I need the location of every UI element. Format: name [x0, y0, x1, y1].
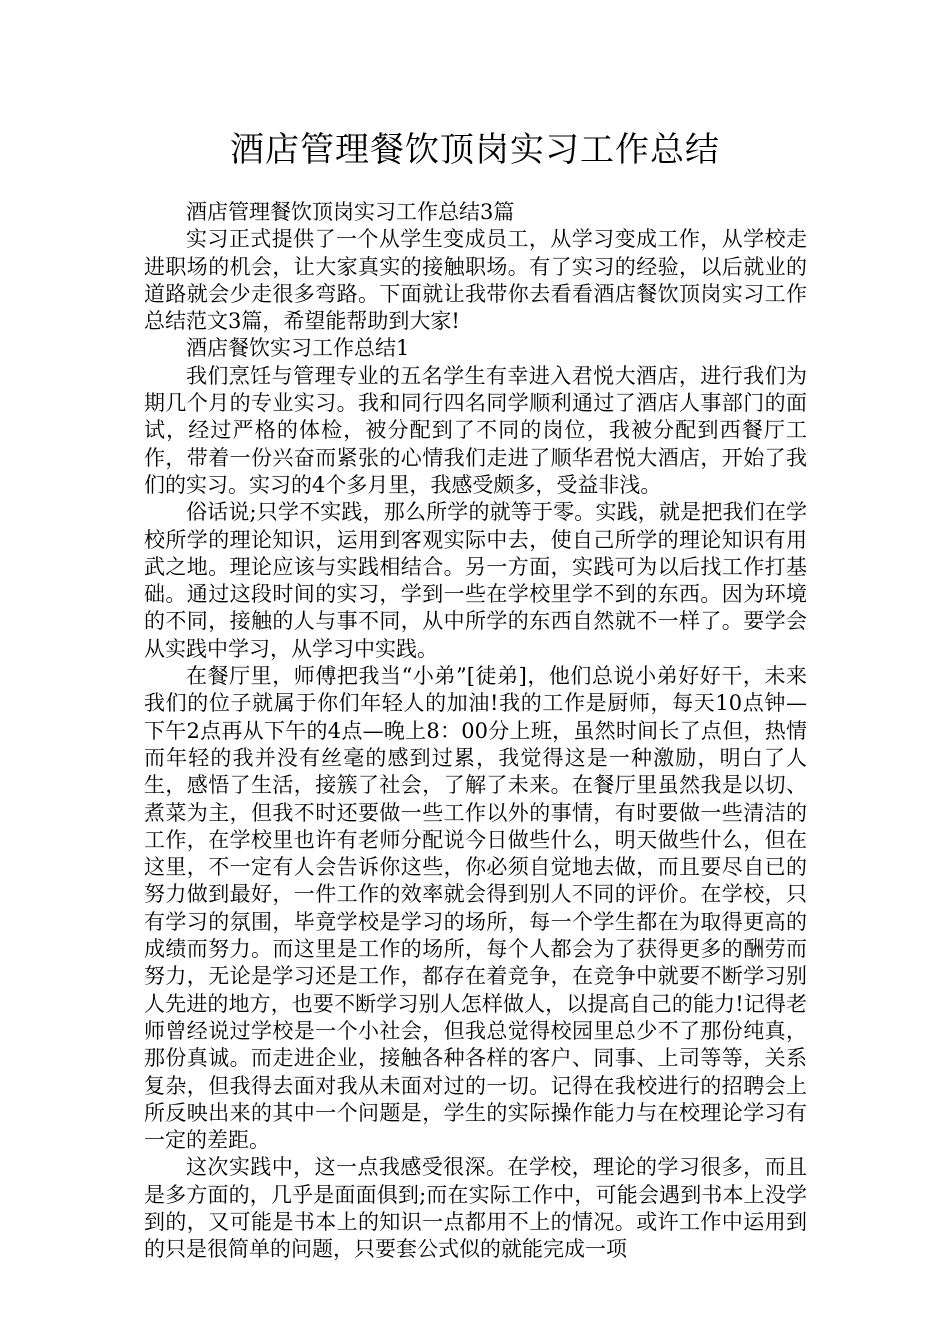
- body-paragraph: 在餐厅里，师傅把我当“小弟”[徒弟]，他们总说小弟好好干，未来我们的位子就属于你们年轻人的加油!我的工作是厨师，每天10点钟—下午2点再从下午的4点—晚上8：00分上班，虽然时间长了点但，热情而年轻的我并没有丝毫的感到过累，我觉得这是一种激励，明白了人生，感悟了生活，接簇了社会，了解了未来。在餐厅里虽然我是以切、煮菜为主，但我不时还要做一些工作以外的事情，有时要做一些清洁的工作，在学校里也许有老师分配说今日做些什么，明天做些什么，但在这里，不一定有人会告诉你这些，你必须自觉地去做，而且要尽自已的努力做到最好，一件工作的效率就会得到别人不同的评价。在学校，只有学习的氛围，毕竟学校是学习的场所，每一个学生都在为取得更高的成绩而努力。而这里是工作的场所，每个人都会为了获得更多的酬劳而努力，无论是学习还是工作，都存在着竞争，在竞争中就要不断学习别人先进的地方，也要不断学习别人怎样做人，以提高自己的能力!记得老师曾经说过学校是一个小社会，但我总觉得校园里总少不了那份纯真，那份真诚。而走进企业，接触各种各样的客户、同事、上司等等，关系复杂，但我得去面对我从未面对过的一切。记得在我校进行的招聘会上所反映出来的其中一个问题是，学生的实际操作能力与在校理论学习有一定的差距。: [144, 664, 807, 1153]
- body-paragraph: 我们烹饪与管理专业的五名学生有幸进入君悦大酒店，进行我们为期几个月的专业实习。我和同行四名同学顺利通过了酒店人事部门的面试，经过严格的体检，被分配到了不同的岗位，我被分配到西餐厅工作，带着一份兴奋而紧张的心情我们走进了顺华君悦大酒店，开始了我们的实习。实习的4个多月里，我感受颇多，受益非浅。: [144, 363, 807, 497]
- subtitle-paragraph: 酒店管理餐饮顶岗实习工作总结3篇: [186, 200, 515, 224]
- intro-paragraph: 实习正式提供了一个从学生变成员工，从学习变成工作，从学校走进职场的机会，让大家真实的接触职场。有了实习的经验，以后就业的道路就会少走很多弯路。下面就让我带你去看看酒店餐饮顶岗实习工作总结范文3篇，希望能帮助到大家!: [144, 227, 807, 334]
- body-paragraph: 俗话说;只学不实践，那么所学的就等于零。实践，就是把我们在学校所学的理论知识，运用到客观实际中去，使自己所学的理论知识有用武之地。理论应该与实践相结合。另一方面，实践可为以后找工作打基础。通过这段时间的实习，学到一些在学校里学不到的东西。因为环境的不同，接触的人与事不同，从中所学的东西自然就不一样了。要学会从实践中学习，从学习中实践。: [144, 500, 807, 661]
- body-paragraph: 这次实践中，这一点我感受很深。在学校，理论的学习很多，而且是多方面的，几乎是面面俱到;而在实际工作中，可能会遇到书本上没学到的，又可能是书本上的知识一点都用不上的情况。或许工作中运用到的只是很简单的问题，只要套公式似的就能完成一项: [144, 1155, 807, 1262]
- document-body: [144, 199, 807, 1264]
- section-heading: 酒店餐饮实习工作总结1: [186, 336, 410, 361]
- document-title: 酒店管理餐饮顶岗实习工作总结: [230, 130, 720, 170]
